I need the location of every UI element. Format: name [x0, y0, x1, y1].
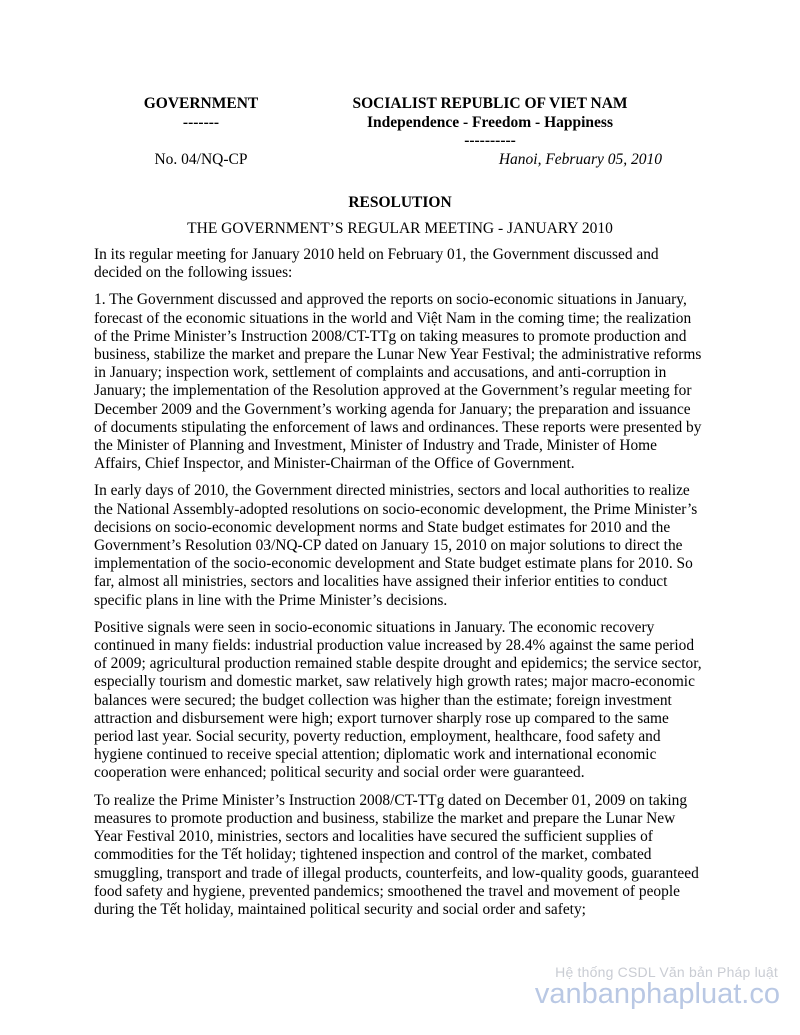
- paragraph-intro: In its regular meeting for January 2010 held on February 01, the Government discussed and decided on the following issues:: [94, 246, 659, 282]
- document-subject: THE GOVERNMENT’S REGULAR MEETING - JANUARY 2010: [187, 220, 613, 237]
- paragraph-positive-signals: Positive signals were seen in socio-economic situations in January. The economic recovery continued in many fields: industrial production value increased by 28.4% against the same period of 2009; agricultural production remained stable despite drought and epidemics; the service sector, especially tourism and domestic market, saw relatively high growth rates; major macro-economic balances were secured; the budget collection was higher than the estimate; foreign investment attraction and disbursement were high; export turnover sharply rose up compared to the same period last year. Social security, poverty reduction, employment, healthcare, food safety and hygiene continued to receive special attention; diplomatic work and international economic cooperation were enhanced; political security and social order were guaranteed.: [94, 618, 702, 782]
- national-name: SOCIALIST REPUBLIC OF VIET NAM: [352, 95, 628, 112]
- agency-separator: -------: [182, 114, 220, 131]
- paragraph-early-2010: In early days of 2010, the Government directed ministries, sectors and local authorities to realize the National Assembly-adopted resolutions on socio-economic development, the Prime Minister’s decisions on socio-economic development norms and State budget estimates for 2010 and the Government’s Resolution 03/NQ-CP dated on January 15, 2010 on major solutions to direct the implementation of the socio-economic development and State budget estimate plans for 2010. So far, almost all ministries, sectors and localities have assigned their inferior entities to conduct specific plans in line with the Prime Minister’s decisions.: [94, 482, 698, 609]
- paragraph-item-1: 1. The Government discussed and approved the reports on socio-economic situations in January, forecast of the economic situations in the world and Việt Nam in the coming time; the realization of the Prime Minister’s Instruction 2008/CT-TTg on taking measures to promote production and business, stabilize the market and prepare the Lunar New Year Festival; the administrative reforms in January; inspection work, settlement of complaints and accusations, and anti-corruption in January; the implementation of the Resolution approved at the Government’s regular meeting for December 2009 and the Government’s working agenda for January; the preparation and issuance of documents stipulating the enforcement of laws and ordinances. These reports were presented by the Minister of Planning and Investment, Minister of Industry and Trade, Minister of Home Affairs, Chief Inspector, and Minister-Chairman of the Office of Government.: [94, 291, 702, 473]
- place-and-date: Hanoi, February 05, 2010: [498, 151, 662, 168]
- national-motto: Independence - Freedom - Happiness: [366, 114, 613, 131]
- watermark-caption: Hệ thống CSDL Văn bản Pháp luật: [555, 964, 778, 980]
- paragraph-instruction-2008: To realize the Prime Minister’s Instruction 2008/CT-TTg dated on December 01, 2009 on taking measures to promote production and business, stabilize the market and prepare the Lunar New Year Festival 2010, ministries, sectors and localities have secured the sufficient supplies of commodities for the Tết holiday; tightened inspection and control of the market, combated smuggling, transport and trade of illegal products, counterfeits, and low-quality goods, guaranteed food safety and hygiene, prevented pandemics; smoothened the travel and movement of people during the Tết holiday, maintained political security and social order and safety;: [94, 791, 699, 918]
- watermark-site: vanbanphapluat.co: [534, 978, 780, 1010]
- motto-separator: ----------: [464, 132, 516, 149]
- document-type-title: RESOLUTION: [348, 194, 452, 211]
- document-body: [94, 246, 704, 928]
- document-number: No. 04/NQ-CP: [154, 151, 248, 168]
- issuing-agency: GOVERNMENT: [143, 95, 259, 112]
